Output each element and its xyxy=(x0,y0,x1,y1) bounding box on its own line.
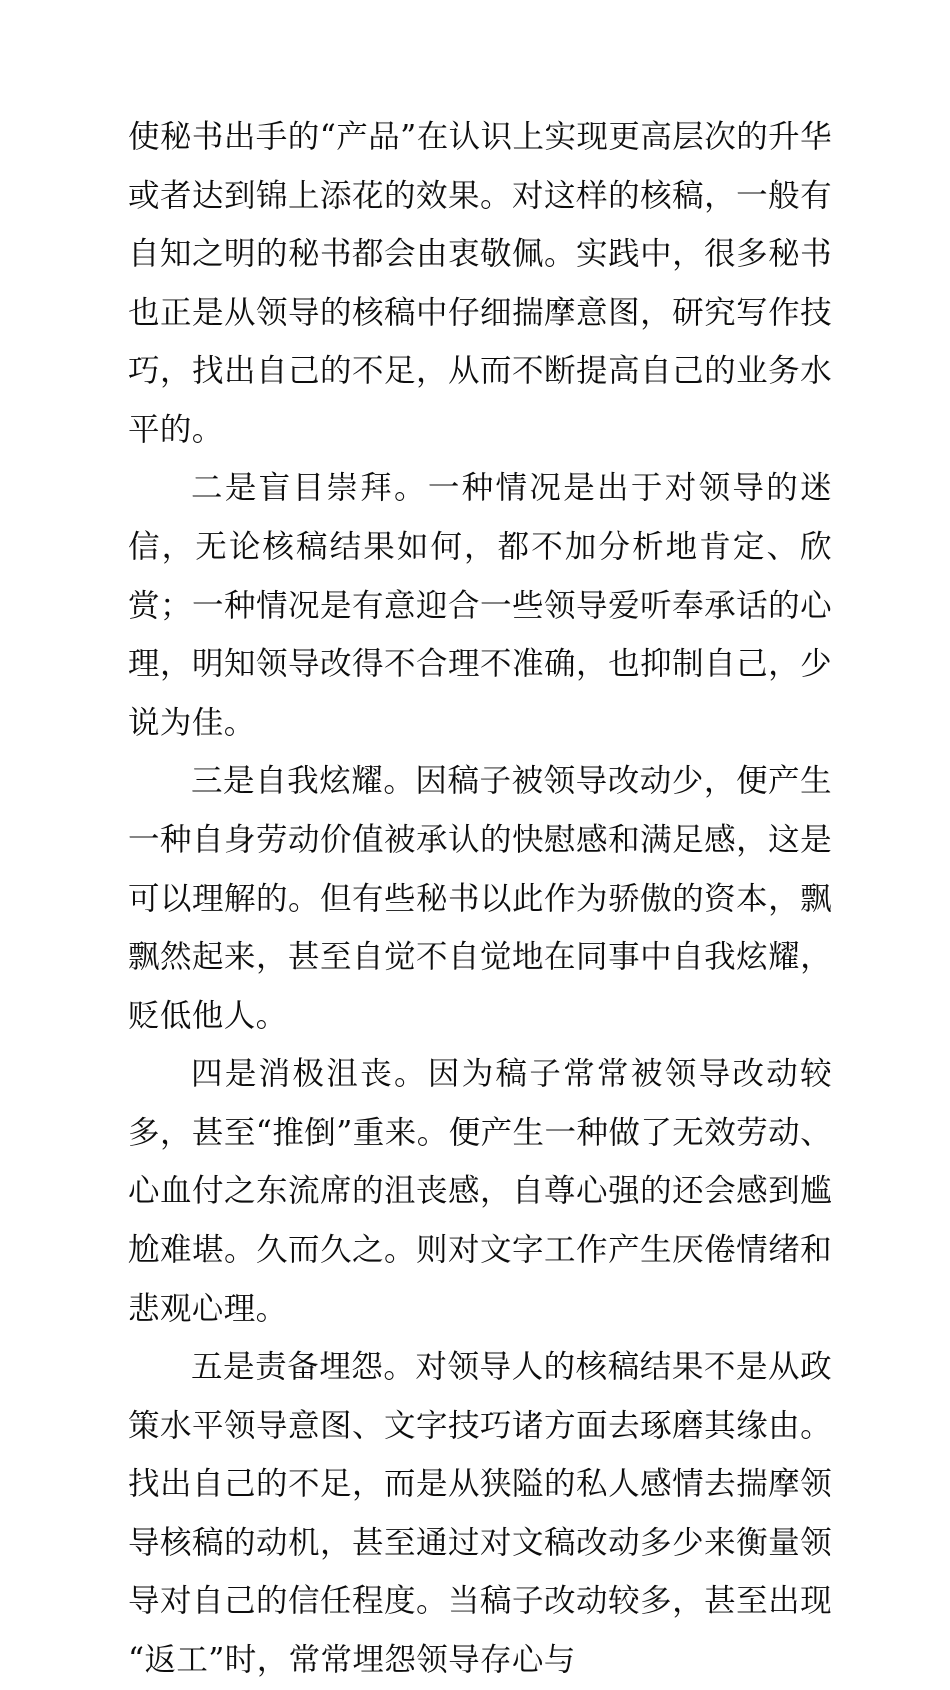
paragraph: 三是自我炫耀。因稿子被领导改动少，便产生一种自身劳动价值被承认的快慰感和满足感，这是可以理解的。但有些秘书以此作为骄傲的资本，飘飘然起来，甚至自觉不自觉地在同事中自我炫耀，贬低他人。 xyxy=(128,763,832,1034)
document-body xyxy=(128,108,832,1690)
paragraph: 使秘书出手的“产品”在认识上实现更高层次的升华或者达到锦上添花的效果。对这样的核稿，一般有自知之明的秘书都会由衷敬佩。实践中，很多秘书也正是从领导的核稿中仔细揣摩意图，研究写作技巧，找出自己的不足，从而不断提高自己的业务水平的。 xyxy=(128,119,832,448)
paragraph: 五是责备埋怨。对领导人的核稿结果不是从政策水平领导意图、文字技巧诸方面去琢磨其缘由。找出自己的不足，而是从狭隘的私人感情去揣摩领导核稿的动机，甚至通过对文稿改动多少来衡量领导对自己的信任程度。当稿子改动较多，甚至出现“返工”时，常常埋怨领导存心与 xyxy=(128,1349,832,1679)
paragraph: 四是消极沮丧。因为稿子常常被领导改动较多，甚至“推倒”重来。便产生一种做了无效劳动、心血付之东流席的沮丧感，自尊心强的还会感到尴尬难堪。久而久之。则对文字工作产生厌倦情绪和悲观心理。 xyxy=(128,1056,832,1327)
paragraph: 二是盲目崇拜。一种情况是出于对领导的迷信，无论核稿结果如何，都不加分析地肯定、欣赏；一种情况是有意迎合一些领导爱听奉承话的心理，明知领导改得不合理不准确，也抑制自己，少说为佳。 xyxy=(128,470,832,741)
